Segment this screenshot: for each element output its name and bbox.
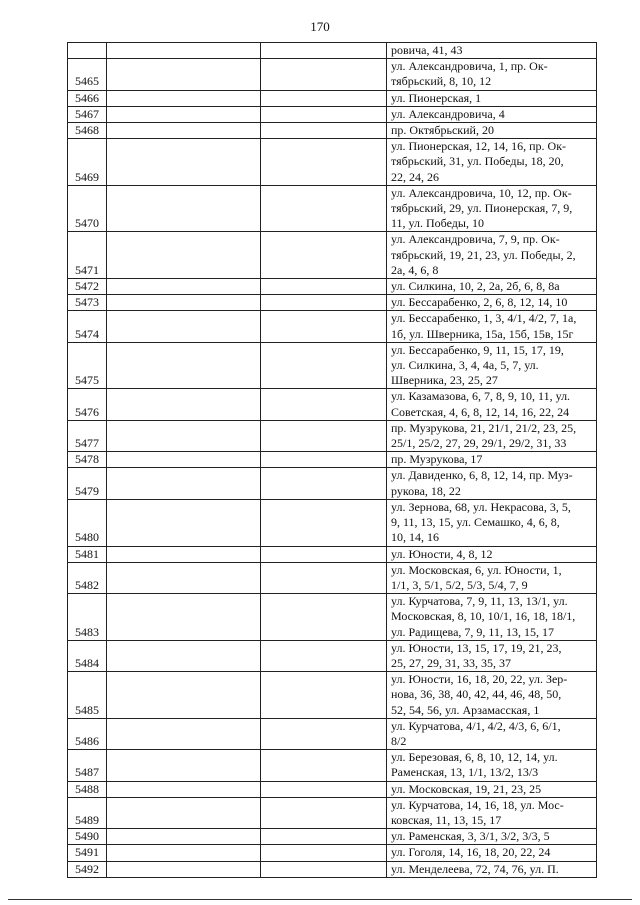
polling-stations-table xyxy=(67,42,597,878)
address-cell xyxy=(387,295,597,311)
address-cell xyxy=(387,797,597,828)
address-line: ул. Силкина, 3, 4, 4а, 5, 7, ул. xyxy=(391,358,539,373)
empty-cell xyxy=(261,59,387,90)
address-cell xyxy=(387,43,597,59)
address-cell xyxy=(387,845,597,861)
page-number: 170 xyxy=(310,19,330,34)
address-line: ул. Курчатова, 7, 9, 11, 13, 13/1, ул. xyxy=(391,594,568,609)
empty-cell xyxy=(107,43,261,59)
empty-cell xyxy=(107,389,261,420)
station-number-cell: 5468 xyxy=(68,123,107,139)
address-line: ул. Казамазова, 6, 7, 8, 9, 10, 11, ул. xyxy=(391,389,571,404)
address-cell xyxy=(387,90,597,106)
empty-cell xyxy=(261,185,387,232)
empty-cell xyxy=(261,43,387,59)
address-line: ул. Бессарабенко, 1, 3, 4/1, 4/2, 7, 1а, xyxy=(391,311,577,326)
empty-cell xyxy=(107,59,261,90)
station-number-cell: 5466 xyxy=(68,90,107,106)
address-line: 8/2 xyxy=(391,733,407,748)
empty-cell xyxy=(107,342,261,389)
page-bottom-rule xyxy=(8,899,632,900)
empty-cell xyxy=(261,342,387,389)
address-line: ковская, 11, 13, 15, 17 xyxy=(391,812,502,827)
address-cell xyxy=(387,452,597,468)
empty-cell xyxy=(107,232,261,279)
empty-cell xyxy=(107,123,261,139)
table-row xyxy=(68,499,597,546)
address-line: тябрьский, 19, 21, 23, ул. Победы, 2, xyxy=(391,247,576,262)
address-line: ровича, 41, 43 xyxy=(391,43,463,57)
empty-cell xyxy=(107,185,261,232)
table-row xyxy=(68,750,597,781)
empty-cell xyxy=(261,546,387,562)
address-line: рукова, 18, 22 xyxy=(391,483,461,498)
table-row xyxy=(68,389,597,420)
table-row xyxy=(68,279,597,295)
address-cell xyxy=(387,861,597,877)
empty-cell xyxy=(107,718,261,749)
table-row xyxy=(68,311,597,342)
table-row xyxy=(68,106,597,122)
empty-cell xyxy=(261,594,387,641)
table-row xyxy=(68,123,597,139)
address-cell xyxy=(387,672,597,719)
empty-cell xyxy=(261,845,387,861)
empty-cell xyxy=(261,106,387,122)
empty-cell xyxy=(261,781,387,797)
table-row xyxy=(68,781,597,797)
address-cell xyxy=(387,829,597,845)
address-line: ул. Силкина, 10, 2, 2а, 2б, 6, 8, 8а xyxy=(391,279,560,294)
address-cell xyxy=(387,342,597,389)
empty-cell xyxy=(261,279,387,295)
empty-cell xyxy=(107,420,261,451)
address-line: ул. Зернова, 68, ул. Некрасова, 3, 5, xyxy=(391,499,571,514)
address-line: Шверника, 23, 25, 27 xyxy=(391,373,498,388)
station-number-cell: 5487 xyxy=(68,750,107,781)
address-cell xyxy=(387,279,597,295)
empty-cell xyxy=(107,499,261,546)
station-number-cell: 5475 xyxy=(68,342,107,389)
table-row xyxy=(68,139,597,186)
empty-cell xyxy=(261,829,387,845)
empty-cell xyxy=(261,295,387,311)
address-line: ул. Александровича, 7, 9, пр. Ок- xyxy=(391,232,560,247)
empty-cell xyxy=(261,311,387,342)
empty-cell xyxy=(261,389,387,420)
address-line: ул. Александровича, 1, пр. Ок- xyxy=(391,59,548,74)
table-row xyxy=(68,562,597,593)
address-line: Раменская, 13, 1/1, 13/2, 13/3 xyxy=(391,765,539,780)
address-cell xyxy=(387,750,597,781)
address-cell xyxy=(387,594,597,641)
address-line: Советская, 4, 6, 8, 12, 14, 16, 22, 24 xyxy=(391,404,570,419)
address-cell xyxy=(387,185,597,232)
station-number-cell: 5486 xyxy=(68,718,107,749)
station-number-cell: 5484 xyxy=(68,640,107,671)
address-line: ул. Московская, 6, ул. Юности, 1, xyxy=(391,562,562,577)
station-number-cell: 5480 xyxy=(68,499,107,546)
address-cell xyxy=(387,59,597,90)
address-cell xyxy=(387,781,597,797)
table-row xyxy=(68,468,597,499)
empty-cell xyxy=(107,640,261,671)
station-number-cell: 5472 xyxy=(68,279,107,295)
station-number-cell: 5477 xyxy=(68,420,107,451)
address-line: пр. Музрукова, 21, 21/1, 21/2, 23, 25, xyxy=(391,420,577,435)
address-line: пр. Октябрьский, 20 xyxy=(391,123,494,138)
address-cell xyxy=(387,546,597,562)
station-number-cell: 5482 xyxy=(68,562,107,593)
address-line: ул. Юности, 4, 8, 12 xyxy=(391,546,493,561)
station-number-cell: 5491 xyxy=(68,845,107,861)
address-line: ул. Пионерская, 1 xyxy=(391,90,482,105)
empty-cell xyxy=(107,672,261,719)
station-number-cell: 5471 xyxy=(68,232,107,279)
table-row xyxy=(68,718,597,749)
address-line: ул. Гоголя, 14, 16, 18, 20, 22, 24 xyxy=(391,845,551,860)
table-row xyxy=(68,342,597,389)
table-row xyxy=(68,59,597,90)
station-number-cell: 5474 xyxy=(68,311,107,342)
address-line: 2а, 4, 6, 8 xyxy=(391,262,439,277)
address-cell xyxy=(387,389,597,420)
station-number-cell: 5476 xyxy=(68,389,107,420)
empty-cell xyxy=(107,750,261,781)
address-line: ул. Радищева, 7, 9, 11, 13, 15, 17 xyxy=(391,624,554,639)
station-number-cell: 5488 xyxy=(68,781,107,797)
empty-cell xyxy=(107,562,261,593)
address-line: ул. Юности, 13, 15, 17, 19, 21, 23, xyxy=(391,640,562,655)
table-row xyxy=(68,845,597,861)
table-row xyxy=(68,232,597,279)
station-number-cell: 5465 xyxy=(68,59,107,90)
empty-cell xyxy=(107,311,261,342)
address-line: 9, 11, 13, 15, ул. Семашко, 4, 6, 8, xyxy=(391,515,560,530)
address-line: 22, 24, 26 xyxy=(391,169,439,184)
table-row xyxy=(68,295,597,311)
address-cell xyxy=(387,640,597,671)
empty-cell xyxy=(107,861,261,877)
address-line: ул. Березовая, 6, 8, 10, 12, 14, ул. xyxy=(391,750,558,765)
empty-cell xyxy=(107,797,261,828)
table-row xyxy=(68,594,597,641)
address-line: нова, 36, 38, 40, 42, 44, 46, 48, 50, xyxy=(391,687,562,702)
station-number-cell: 5483 xyxy=(68,594,107,641)
address-line: 1/1, 3, 5/1, 5/2, 5/3, 5/4, 7, 9 xyxy=(391,577,528,592)
empty-cell xyxy=(261,90,387,106)
empty-cell xyxy=(261,672,387,719)
address-line: ул. Курчатова, 4/1, 4/2, 4/3, 6, 6/1, xyxy=(391,718,561,733)
table-row xyxy=(68,43,597,59)
address-cell xyxy=(387,562,597,593)
table-row xyxy=(68,185,597,232)
address-cell xyxy=(387,718,597,749)
table-body xyxy=(68,43,597,878)
station-number-cell: 5478 xyxy=(68,452,107,468)
address-cell xyxy=(387,420,597,451)
address-cell xyxy=(387,123,597,139)
station-number-cell: 5490 xyxy=(68,829,107,845)
station-number-cell: 5479 xyxy=(68,468,107,499)
empty-cell xyxy=(261,562,387,593)
empty-cell xyxy=(107,452,261,468)
empty-cell xyxy=(107,594,261,641)
empty-cell xyxy=(107,295,261,311)
address-line: ул. Александровича, 10, 12, пр. Ок- xyxy=(391,185,572,200)
station-number-cell: 5470 xyxy=(68,185,107,232)
empty-cell xyxy=(261,452,387,468)
empty-cell xyxy=(261,499,387,546)
address-line: ул. Александровича, 4 xyxy=(391,106,505,121)
empty-cell xyxy=(107,546,261,562)
table-row xyxy=(68,90,597,106)
station-number-cell: 5473 xyxy=(68,295,107,311)
empty-cell xyxy=(261,232,387,279)
empty-cell xyxy=(107,106,261,122)
address-cell xyxy=(387,468,597,499)
address-line: тябрьский, 8, 10, 12 xyxy=(391,74,492,89)
empty-cell xyxy=(107,829,261,845)
address-cell xyxy=(387,499,597,546)
address-line: 10, 14, 16 xyxy=(391,530,439,545)
address-line: ул. Давиденко, 6, 8, 12, 14, пр. Муз- xyxy=(391,468,573,483)
empty-cell xyxy=(261,468,387,499)
station-number-cell: 5489 xyxy=(68,797,107,828)
address-line: 11, ул. Победы, 10 xyxy=(391,216,484,231)
table-row xyxy=(68,672,597,719)
address-cell xyxy=(387,139,597,186)
address-line: 25, 27, 29, 31, 33, 35, 37 xyxy=(391,655,511,670)
address-line: 52, 54, 56, ул. Арзамасская, 1 xyxy=(391,702,540,717)
address-line: 1б, ул. Шверника, 15а, 15б, 15в, 15г xyxy=(391,326,574,341)
empty-cell xyxy=(261,123,387,139)
empty-cell xyxy=(261,797,387,828)
address-line: Московская, 8, 10, 10/1, 16, 18, 18/1, xyxy=(391,609,576,624)
station-number-cell: 5481 xyxy=(68,546,107,562)
station-number-cell: 5469 xyxy=(68,139,107,186)
empty-cell xyxy=(261,861,387,877)
address-line: ул. Курчатова, 14, 16, 18, ул. Мос- xyxy=(391,797,564,812)
table-row xyxy=(68,452,597,468)
table-row xyxy=(68,797,597,828)
empty-cell xyxy=(107,468,261,499)
station-number-cell xyxy=(68,43,107,59)
address-line: тябрьский, 29, ул. Пионерская, 7, 9, xyxy=(391,201,573,216)
address-line: ул. Бессарабенко, 9, 11, 15, 17, 19, xyxy=(391,342,564,357)
address-line: ул. Юности, 16, 18, 20, 22, ул. Зер- xyxy=(391,672,568,687)
empty-cell xyxy=(107,90,261,106)
table-row xyxy=(68,546,597,562)
empty-cell xyxy=(261,640,387,671)
empty-cell xyxy=(261,718,387,749)
address-cell xyxy=(387,311,597,342)
address-line: ул. Пионерская, 12, 14, 16, пр. Ок- xyxy=(391,139,567,154)
table-row xyxy=(68,861,597,877)
empty-cell xyxy=(261,139,387,186)
address-line: ул. Бессарабенко, 2, 6, 8, 12, 14, 10 xyxy=(391,295,568,310)
address-cell xyxy=(387,106,597,122)
address-line: 25/1, 25/2, 27, 29, 29/1, 29/2, 31, 33 xyxy=(391,436,567,451)
empty-cell xyxy=(107,845,261,861)
station-number-cell: 5467 xyxy=(68,106,107,122)
empty-cell xyxy=(107,139,261,186)
empty-cell xyxy=(261,750,387,781)
empty-cell xyxy=(107,781,261,797)
empty-cell xyxy=(261,420,387,451)
address-line: ул. Московская, 19, 21, 23, 25 xyxy=(391,781,542,796)
station-number-cell: 5485 xyxy=(68,672,107,719)
table-row xyxy=(68,420,597,451)
address-line: пр. Музрукова, 17 xyxy=(391,452,483,467)
station-number-cell: 5492 xyxy=(68,861,107,877)
address-cell xyxy=(387,232,597,279)
address-line: ул. Раменская, 3, 3/1, 3/2, 3/3, 5 xyxy=(391,829,550,844)
address-line: тябрьский, 31, ул. Победы, 18, 20, xyxy=(391,154,564,169)
address-line: ул. Менделеева, 72, 74, 76, ул. П. xyxy=(391,861,559,876)
empty-cell xyxy=(107,279,261,295)
table-row xyxy=(68,829,597,845)
table-row xyxy=(68,640,597,671)
